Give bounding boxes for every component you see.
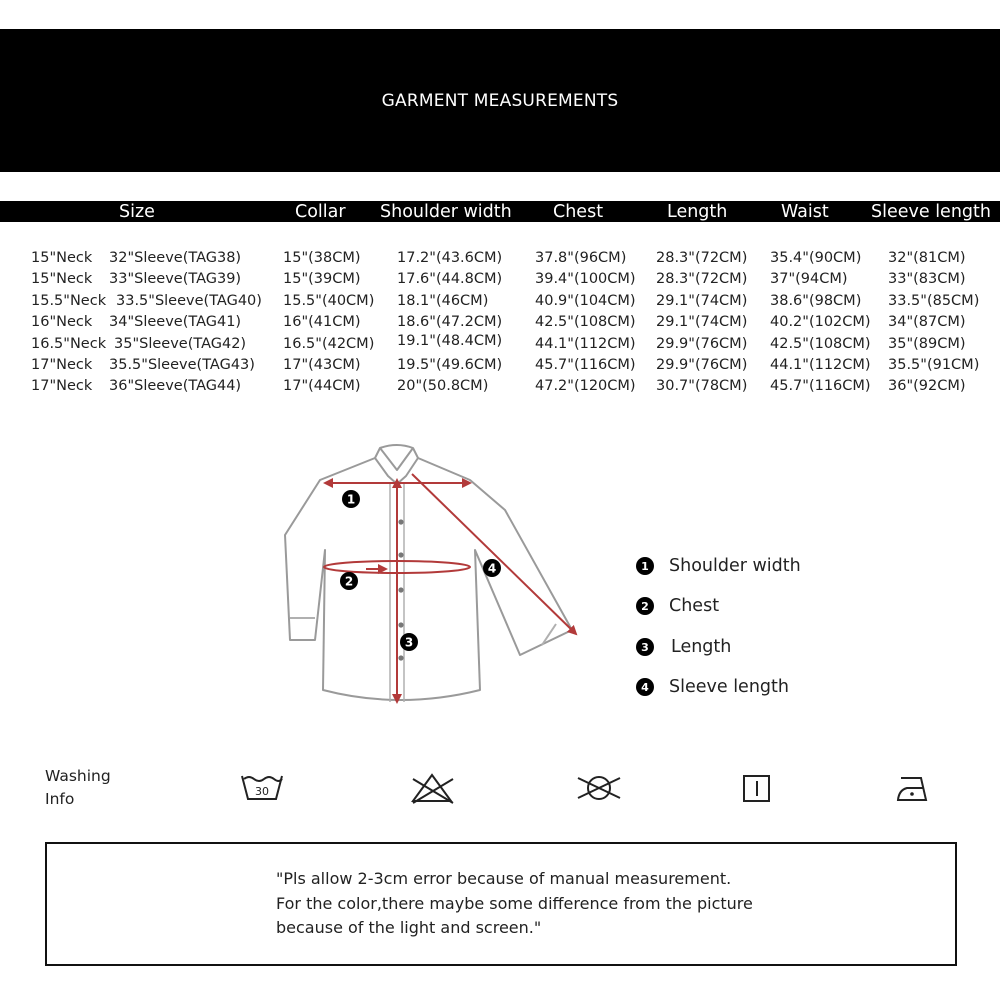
cell-collar: 15"(39CM) bbox=[283, 271, 361, 288]
cell-waist: 44.1"(112CM) bbox=[770, 356, 871, 373]
cell-sleeve-length: 36"(92CM) bbox=[888, 378, 966, 395]
cell-collar: 17"(43CM) bbox=[283, 356, 361, 373]
cell-length: 29.1"(74CM) bbox=[656, 292, 748, 309]
table-row bbox=[0, 269, 1000, 290]
title-banner bbox=[0, 29, 1000, 172]
cell-collar: 15.5"(40CM) bbox=[283, 292, 375, 309]
cell-shoulder: 19.5"(49.6CM) bbox=[397, 356, 503, 373]
legend-item bbox=[636, 553, 801, 579]
measurement-note: "Pls allow 2-3cm error because of manual measurement. For the color,there maybe some difference from the picture because of the light and screen." bbox=[276, 869, 753, 937]
cell-sleeve-length: 33"(83CM) bbox=[888, 271, 966, 288]
no-bleach-icon bbox=[408, 772, 456, 804]
page-title: GARMENT MEASUREMENTS bbox=[381, 90, 619, 111]
cell-collar: 17"(44CM) bbox=[283, 378, 361, 395]
cell-chest: 39.4"(100CM) bbox=[535, 271, 636, 288]
cell-neck: 17"Neck bbox=[31, 378, 93, 395]
column-header-collar: Collar bbox=[295, 202, 346, 222]
legend-item bbox=[636, 634, 731, 660]
cell-sleeve-tag: 35.5"Sleeve(TAG43) bbox=[109, 356, 255, 373]
cell-chest: 44.1"(112CM) bbox=[535, 335, 636, 352]
column-header-waist: Waist bbox=[781, 202, 829, 222]
marker-4: 4 bbox=[487, 561, 497, 576]
cell-chest: 40.9"(104CM) bbox=[535, 292, 636, 309]
cell-waist: 40.2"(102CM) bbox=[770, 314, 871, 331]
legend-label: Length bbox=[671, 637, 732, 657]
cell-shoulder: 19.1"(48.4CM) bbox=[397, 332, 503, 349]
cell-collar: 16"(41CM) bbox=[283, 314, 361, 331]
cell-neck: 16.5"Neck bbox=[31, 335, 107, 352]
cell-length: 28.3"(72CM) bbox=[656, 271, 748, 288]
cell-chest: 45.7"(116CM) bbox=[535, 356, 636, 373]
cell-sleeve-tag: 34"Sleeve(TAG41) bbox=[109, 314, 242, 331]
iron-low-icon bbox=[895, 772, 929, 804]
cell-sleeve-tag: 35"Sleeve(TAG42) bbox=[114, 335, 247, 352]
wash-30-icon bbox=[240, 772, 284, 802]
cell-length: 29.9"(76CM) bbox=[656, 356, 748, 373]
marker-3: 3 bbox=[404, 635, 414, 650]
table-row bbox=[0, 355, 1000, 376]
legend-item bbox=[636, 593, 719, 619]
cell-shoulder: 18.6"(47.2CM) bbox=[397, 314, 503, 331]
cell-waist: 42.5"(108CM) bbox=[770, 335, 871, 352]
cell-waist: 35.4"(90CM) bbox=[770, 250, 862, 266]
legend-number: 2 bbox=[636, 597, 654, 615]
cell-sleeve-length: 34"(87CM) bbox=[888, 314, 966, 331]
cell-length: 29.9"(76CM) bbox=[656, 335, 748, 352]
cell-shoulder: 20"(50.8CM) bbox=[397, 378, 489, 395]
cell-neck: 16"Neck bbox=[31, 314, 93, 331]
column-header-shoulder: Shoulder width bbox=[380, 202, 512, 222]
measurement-note-box bbox=[45, 842, 957, 966]
cell-chest: 47.2"(120CM) bbox=[535, 378, 636, 395]
cell-length: 28.3"(72CM) bbox=[656, 250, 748, 266]
legend-label: Chest bbox=[669, 596, 720, 616]
size-table bbox=[0, 248, 1000, 398]
table-header bbox=[0, 201, 1000, 222]
table-row bbox=[0, 334, 1000, 355]
table-row bbox=[0, 291, 1000, 312]
legend-number: 4 bbox=[636, 678, 654, 696]
cell-shoulder: 18.1"(46CM) bbox=[397, 292, 489, 309]
cell-length: 29.1"(74CM) bbox=[656, 314, 748, 331]
legend-item bbox=[636, 674, 789, 700]
cell-neck: 15"Neck bbox=[31, 250, 93, 266]
table-row bbox=[0, 376, 1000, 397]
legend-number: 3 bbox=[636, 638, 654, 656]
cell-length: 30.7"(78CM) bbox=[656, 378, 748, 395]
washing-info-label: Washing Info bbox=[45, 767, 111, 808]
marker-2: 2 bbox=[344, 574, 354, 589]
cell-sleeve-length: 33.5"(85CM) bbox=[888, 292, 980, 309]
cell-sleeve-tag: 36"Sleeve(TAG44) bbox=[109, 378, 242, 395]
svg-text:30: 30 bbox=[255, 785, 269, 798]
cell-waist: 37"(94CM) bbox=[770, 271, 848, 288]
column-header-sleeve: Sleeve length bbox=[871, 202, 991, 222]
shirt-diagram bbox=[280, 440, 590, 710]
legend-label: Shoulder width bbox=[669, 556, 801, 576]
cell-chest: 37.8"(96CM) bbox=[535, 250, 627, 266]
measurement-arrows bbox=[324, 474, 576, 702]
legend-number: 1 bbox=[636, 557, 654, 575]
cell-neck: 15"Neck bbox=[31, 271, 93, 288]
marker-1: 1 bbox=[346, 492, 356, 507]
cell-sleeve-length: 35.5"(91CM) bbox=[888, 356, 980, 373]
cell-sleeve-tag: 33.5"Sleeve(TAG40) bbox=[116, 292, 262, 309]
cell-collar: 15"(38CM) bbox=[283, 250, 361, 266]
cell-collar: 16.5"(42CM) bbox=[283, 335, 375, 352]
no-tumble-dry-icon bbox=[576, 772, 622, 804]
table-row bbox=[0, 248, 1000, 269]
cell-neck: 17"Neck bbox=[31, 356, 93, 373]
column-header-length: Length bbox=[667, 202, 728, 222]
column-header-size: Size bbox=[119, 202, 155, 222]
cell-sleeve-tag: 33"Sleeve(TAG39) bbox=[109, 271, 242, 288]
cell-shoulder: 17.2"(43.6CM) bbox=[397, 250, 503, 266]
sleeve-length-arrow bbox=[412, 474, 576, 634]
cell-neck: 15.5"Neck bbox=[31, 292, 107, 309]
column-header-chest: Chest bbox=[553, 202, 604, 222]
cell-shoulder: 17.6"(44.8CM) bbox=[397, 271, 503, 288]
cell-sleeve-tag: 32"Sleeve(TAG38) bbox=[109, 250, 242, 266]
cell-chest: 42.5"(108CM) bbox=[535, 314, 636, 331]
cell-sleeve-length: 32"(81CM) bbox=[888, 250, 966, 266]
legend-label: Sleeve length bbox=[669, 677, 789, 697]
drip-dry-icon bbox=[742, 772, 772, 804]
cell-waist: 38.6"(98CM) bbox=[770, 292, 862, 309]
cell-sleeve-length: 35"(89CM) bbox=[888, 335, 966, 352]
cell-waist: 45.7"(116CM) bbox=[770, 378, 871, 395]
